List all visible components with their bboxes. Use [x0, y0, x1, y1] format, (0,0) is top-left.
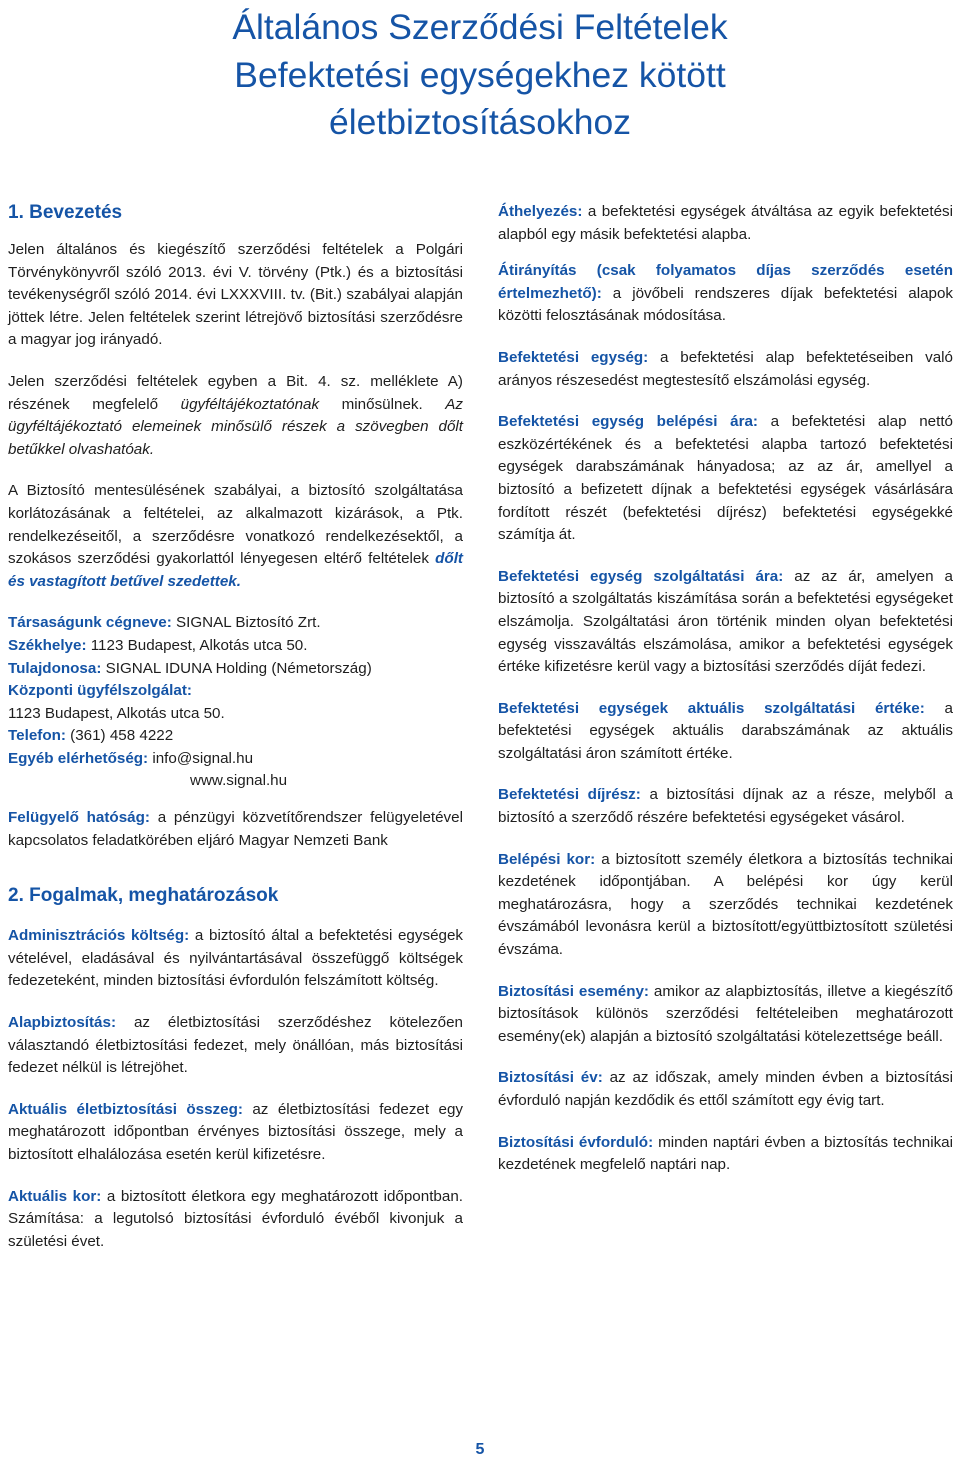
website-link[interactable]: www.signal.hu: [190, 772, 288, 790]
email-link[interactable]: info@signal.hu: [148, 749, 254, 767]
left-column: [8, 201, 463, 1272]
company-contact-block: [8, 612, 463, 793]
definition-item: Áthelyezés: a befektetési egységek átváltása az egyik befektetési alapból egy másik befektetési alapba.: [498, 203, 953, 243]
definition-item: Belépési kor: a biztosított személy életkora a biztosítás technikai kezdetének időpontjában. A belépési kor úgy kerül meghatározásra, hogy a szerződés technikai kezdetének évszámából levonásra kerül a biztosított/együttbiztosított születési évszáma.: [498, 850, 953, 959]
definition-item: Aktuális életbiztosítási összeg: az életbiztosítási fedezet egy meghatározott időpontban érvényes biztosítási összege, mely a biztosított elhalálozása esetén kerül kifizetésre.: [8, 1100, 463, 1163]
section-1-heading: 1. Bevezetés: [8, 202, 123, 223]
phone-line: Telefon: (361) 458 4222: [8, 727, 174, 745]
exemption-paragraph: A Biztosító mentesülésének szabályai, a biztosító szolgáltatása korlátozásának a feltételei, az alkalmazott kizárások, a Ptk. rendelkezéseitől, a szerződésre vonatkozó rendelkezésektől, a szokásos szerződési gyakorlattól lényegesen eltérő feltételek dőlt és vastagított betűvel szedettek.: [8, 482, 463, 590]
definition-item: Befektetési egység: a befektetési alap befektetéseiben való arányos részesedést megtestesítő elszámolási egység.: [498, 348, 953, 389]
page-number: 5: [475, 1441, 485, 1458]
seat-line: Székhelye: 1123 Budapest, Alkotás utca 50.: [8, 636, 308, 654]
owner-line: Tulajdonosa: SIGNAL IDUNA Holding (Németország): [8, 659, 372, 677]
authority-paragraph: Felügyelő hatóság: a pénzügyi közvetítőrendszer felügyeletével kapcsolatos feladatkörében eljáró Magyar Nemzeti Bank: [8, 809, 463, 849]
definition-item: Alapbiztosítás: az életbiztosítási szerződéshez kötelezően választandó életbiztosítási fedezet, mely önállóan, más biztosítási fedezet nélkül is létrejöhet.: [8, 1014, 463, 1077]
definition-item: Átirányítás (csak folyamatos díjas szerződés esetén értelmezhető): a jövőbeli rendszeres díjak befektetési alapok közötti felosztásának módosítása.: [498, 262, 953, 325]
client-info-paragraph: Jelen szerződési feltételek egyben a Bit. 4. sz. melléklete A) részének megfelelő ügyféltájékoztatónak minősülnek. Az ügyféltájékoztató elemeinek minősülő részek a szövegben dőlt betűkkel olvashatóak.: [8, 372, 464, 458]
customer-service-address: 1123 Budapest, Alkotás utca 50.: [8, 704, 225, 722]
customer-service-label: Központi ügyfélszolgálat:: [8, 682, 192, 700]
company-name-line: Társaságunk cégneve: SIGNAL Biztosító Zrt.: [8, 614, 321, 632]
definition-item: Adminisztrációs költség: a biztosító által a befektetési egységek vételével, eladásával és nyilvántartásával összefüggő költségek fedezeteként, minden biztosítási évfordulón felszámított költség.: [8, 927, 463, 990]
title-line-3: életbiztosításokhoz: [329, 102, 631, 142]
title-line-2: Befektetési egységekhez kötött: [234, 54, 726, 95]
title-line-1: Általános Szerződési Feltételek: [232, 7, 728, 47]
definition-item: Befektetési egységek aktuális szolgáltatási értéke: a befektetési egységek aktuális darabszámának az aktuális szolgáltatási áron számított értéke.: [498, 699, 953, 762]
definition-item: Befektetési egység belépési ára: a befektetési alap nettó eszközértékének és a befektetési alapba tartozó befektetési egységek darabszámának hányadosa; az az ár, amellyel a biztosító a befizetett díjnak a befektetési egységek vásárlására fordított részét (befektetési díjrész) befektetési egységekké számítja át.: [498, 413, 953, 544]
definition-item: Aktuális kor: a biztosított életkora egy meghatározott időpontban. Számítása: a legutolsó biztosítási évforduló évéből kivonjuk a születési évet.: [8, 1187, 463, 1250]
intro-paragraph: Jelen általános és kiegészítő szerződési feltételek a Polgári Törvénykönyvről szóló 2013. évi V. törvény (Ptk.) és a biztosítási tevékenységről szóló 2014. évi LXXXVIII. tv. (Bit.) szabályai alapján jöttek létre. Jelen feltételek szerint létrejövő biztosítási szerződésre a magyar jog irányadó.: [8, 241, 463, 349]
section-2-heading: 2. Fogalmak, meghatározások: [8, 885, 279, 907]
definition-item: Biztosítási esemény: amikor az alapbiztosítás, illetve a kiegészítő biztosítások különös szerződési feltételeiben meghatározott esemény(ek) alapján a biztosító szolgáltatási kötelezettsége beáll.: [498, 982, 954, 1045]
definition-item: Befektetési díjrész: a biztosítási díjnak az a része, melyből a biztosító a szerződő részére befektetési egységeket vásárol.: [498, 786, 953, 827]
definition-item: Biztosítási évforduló: minden naptári évben a biztosítás technikai kezdetének megfelelő naptári nap.: [498, 1133, 953, 1174]
definition-item: Biztosítási év: az az időszak, amely minden évben a biztosítási évforduló napján kezdődik és ettől számított egy évig tart.: [498, 1069, 953, 1109]
right-column: [498, 201, 953, 1196]
definition-item: Befektetési egység szolgáltatási ára: az az ár, amelyen a biztosító a szolgáltatás kiszámítása során a befektetési egységeket elszámolja. Szolgáltatási áron történik minden olyan befektetési egység visszaváltás elszámolása, amikor a befektetési egységek értéke kifizetésre kerül vagy a biztosítási szerződés díját fedezi.: [498, 567, 953, 676]
other-contact-line: Egyéb elérhetőség: info@signal.hu: [8, 749, 254, 767]
document-title: [0, 4, 960, 147]
